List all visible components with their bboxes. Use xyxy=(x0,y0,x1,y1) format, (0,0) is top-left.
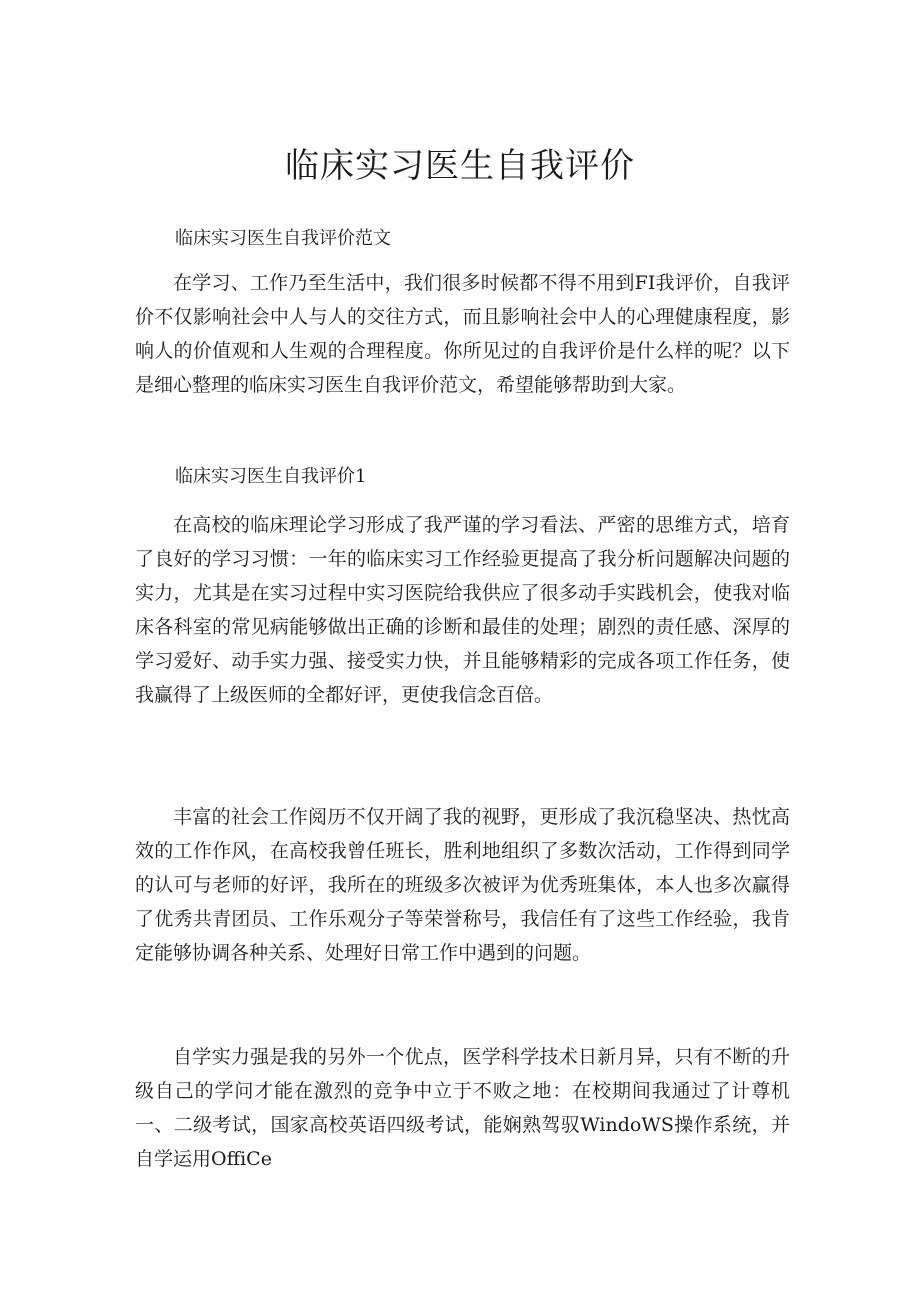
subheading-intro: 临床实习医生自我评价范文 xyxy=(175,228,391,249)
intro-paragraph: 在学习、工作乃至生活中，我们很多时候都不得不用到FI我评价，自我评价不仅影响社会中人与人的交往方式，而且影响社会中人的心理健康程度，影响人的价值观和人生观的合理程度。你所见过的自我评价是什么样的呢？以下是细心整理的临床实习医生自我评价范文，希望能够帮助到大家。 xyxy=(135,272,790,396)
document-title: 临床实习医生自我评价 xyxy=(285,146,635,186)
paragraph-1: 在高校的临床理论学习形成了我严谨的学习看法、严密的思维方式，培育了良好的学习习惯：一年的临床实习工作经验更提高了我分析问题解决问题的实力，尤其是在实习过程中实习医院给我供应了很多动手实践机会，使我对临床各科室的常见病能够做出正确的诊断和最佳的处理；剧烈的责任感、深厚的学习爱好、动手实力强、接受实力快，并且能够精彩的完成各项工作任务，使我赢得了上级医师的全都好评，更使我信念百倍。 xyxy=(135,514,790,706)
paragraph-2: 丰富的社会工作阅历不仅开阔了我的视野，更形成了我沉稳坚决、热忱高效的工作作风，在高校我曾任班长，胜利地组织了多数次活动，工作得到同学的认可与老师的好评，我所在的班级多次被评为优秀班集体，本人也多次赢得了优秀共青团员、工作乐观分子等荣誉称号，我信任有了这些工作经验，我肯定能够协调各种关系、处理好日常工作中遇到的问题。 xyxy=(135,806,790,964)
paragraph-3: 自学实力强是我的另外一个优点，医学科学技术日新月异，只有不断的升级自己的学问才能在激烈的竞争中立于不败之地：在校期间我通过了计尊机一、二级考试，国家高校英语四级考试，能娴熟驾驭WindoWS操作系统，并自学运用OffiCe xyxy=(135,1046,790,1170)
subheading-1: 临床实习医生自我评价1 xyxy=(175,466,367,487)
